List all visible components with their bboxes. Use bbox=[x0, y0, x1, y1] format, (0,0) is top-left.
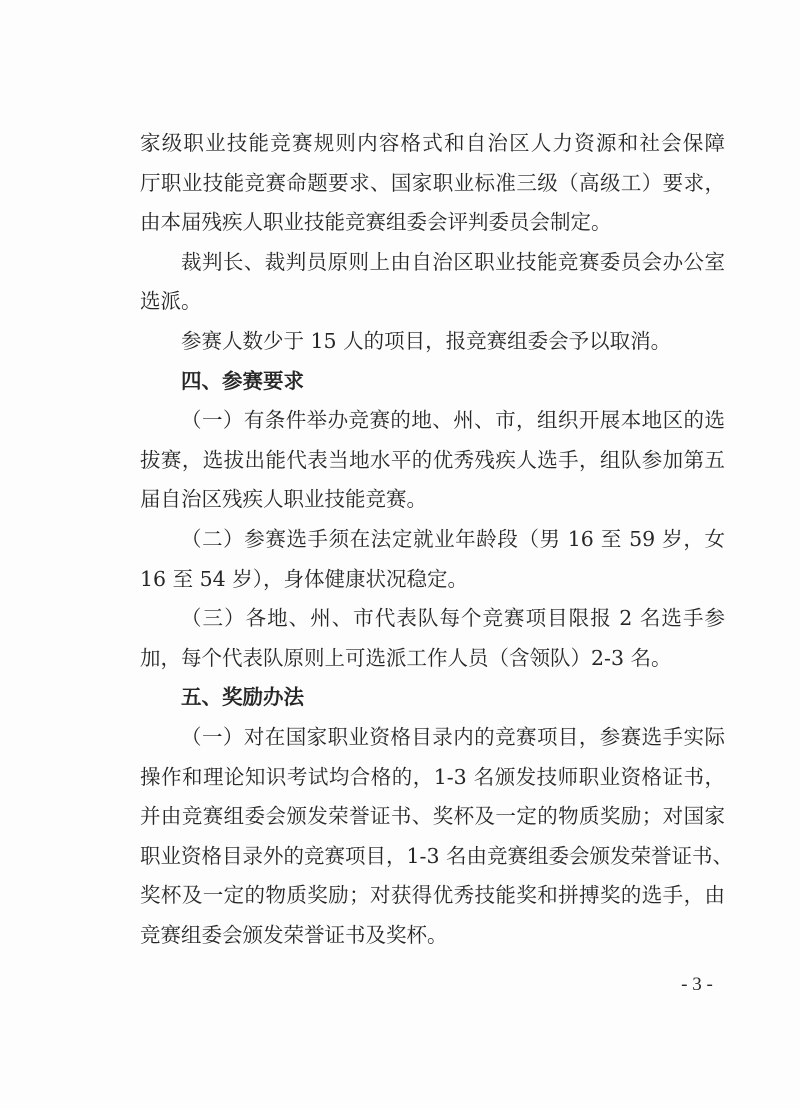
section-heading: 四、参赛要求 bbox=[181, 368, 304, 393]
text-line: （一）有条件举办竞赛的地、州、市，组织开展本地区的选 bbox=[181, 408, 725, 433]
text-line: 并由竞赛组委会颁发荣誉证书、奖杯及一定的物质奖励；对国家 bbox=[140, 804, 725, 829]
text-line: 奖杯及一定的物质奖励；对获得优秀技能奖和拼搏奖的选手，由 bbox=[140, 883, 725, 908]
text-line: （二）参赛选手须在法定就业年龄段（男 16 至 59 岁，女 bbox=[181, 526, 725, 551]
text-line: （一）对在国家职业资格目录内的竞赛项目，参赛选手实际 bbox=[181, 724, 725, 749]
text-line: 加，每个代表队原则上可选派工作人员（含领队）2-3 名。 bbox=[140, 645, 672, 670]
text-line: 由本届残疾人职业技能竞赛组委会评判委员会制定。 bbox=[140, 210, 612, 235]
text-line: 选派。 bbox=[140, 289, 202, 314]
text-line: 厅职业技能竞赛命题要求、国家职业标准三级（高级工）要求， bbox=[140, 170, 725, 195]
text-line: 竞赛组委会颁发荣誉证书及奖杯。 bbox=[140, 922, 448, 947]
text-line: 家级职业技能竞赛规则内容格式和自治区人力资源和社会保障 bbox=[140, 131, 725, 155]
text-line: 届自治区残疾人职业技能竞赛。 bbox=[140, 487, 427, 512]
text-line: 操作和理论知识考试均合格的，1-3 名颁发技师职业资格证书， bbox=[140, 764, 725, 789]
section-heading: 五、奖励办法 bbox=[181, 685, 304, 710]
page-number: - 3 - bbox=[681, 974, 713, 995]
text-line: 16 至 54 岁），身体健康状况稳定。 bbox=[140, 566, 468, 591]
text-line: 职业资格目录外的竞赛项目，1-3 名由竞赛组委会颁发荣誉证书、 bbox=[140, 843, 734, 868]
text-line: （三）各地、州、市代表队每个竞赛项目限报 2 名选手参 bbox=[181, 606, 725, 631]
text-line: 参赛人数少于 15 人的项目，报竞赛组委会予以取消。 bbox=[181, 328, 672, 353]
text-line: 拔赛，选拔出能代表当地水平的优秀残疾人选手，组队参加第五 bbox=[140, 447, 725, 472]
text-line: 裁判长、裁判员原则上由自治区职业技能竞赛委员会办公室 bbox=[181, 249, 725, 274]
document-body bbox=[140, 124, 734, 955]
